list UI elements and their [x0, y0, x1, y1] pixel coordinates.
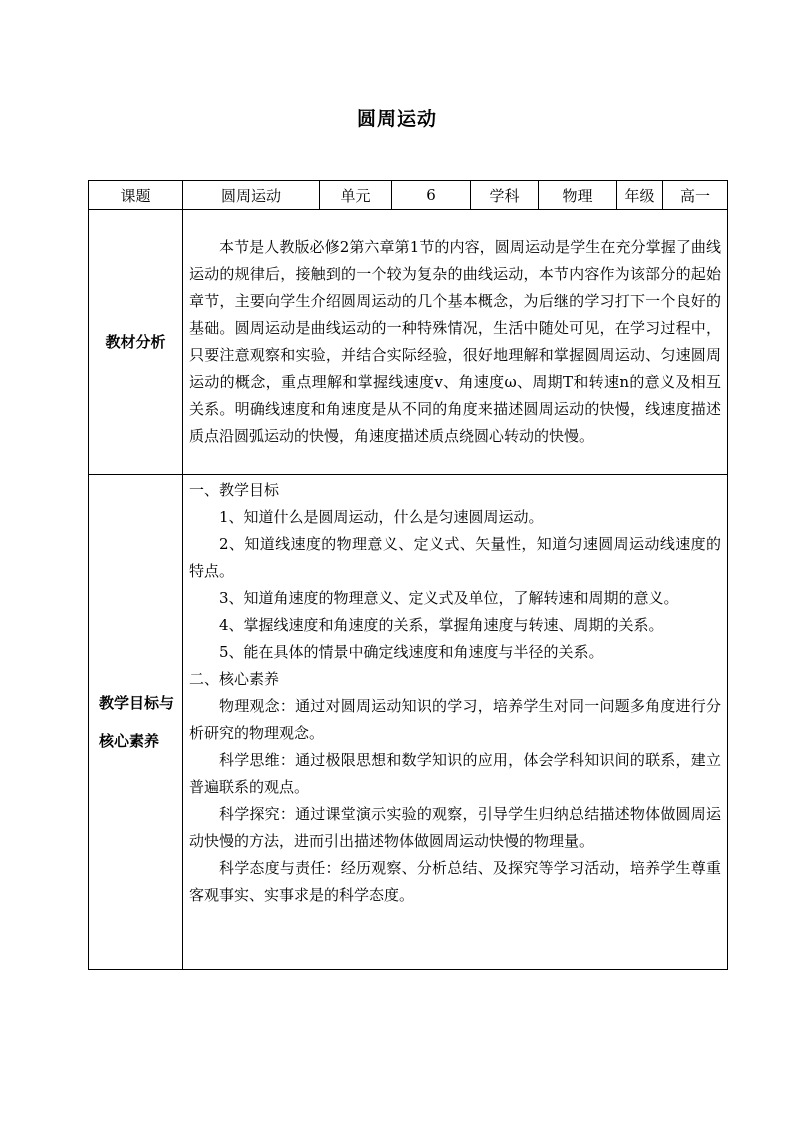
- literacy-item: 物理观念：通过对圆周运动知识的学习，培养学生对同一问题多角度进行分析研究的物理观念。: [189, 697, 721, 742]
- textbook-analysis-cell: [183, 210, 728, 475]
- lesson-plan-table: [88, 180, 728, 970]
- unit-value: 6: [392, 181, 471, 210]
- goal-item: 5、能在具体的情景中确定线速度和角速度与半径的关系。: [219, 643, 604, 661]
- teaching-goals-heading: 一、教学目标: [189, 481, 280, 499]
- unit-label: 单元: [320, 181, 392, 210]
- subject-label: 学科: [471, 181, 539, 210]
- grade-value: 高一: [663, 181, 728, 210]
- grade-label: 年级: [617, 181, 663, 210]
- header-row: [89, 181, 728, 210]
- goal-item: 1、知道什么是圆周运动，什么是匀速圆周运动。: [219, 508, 544, 526]
- textbook-analysis-text: 本节是人教版必修2第六章第1节的内容，圆周运动是学生在充分掌握了曲线运动的规律后，接触到的一个较为复杂的曲线运动，本节内容作为该部分的起始章节，主要向学生介绍圆周运动的几个基本概念，为后继的学习打下一个良好的基础。圆周运动是曲线运动的一种特殊情况，生活中随处可见，在学习过程中，只要注意观察和实验，并结合实际经验，很好地理解和掌握圆周运动、匀速圆周运动的概念，重点理解和掌握线速度v、角速度ω、周期T和转速n的意义及相互关系。明确线速度和角速度是从不同的角度来描述圆周运动的快慢，线速度描述质点沿圆弧运动的快慢，角速度描述质点绕圆心转动的快慢。: [189, 238, 721, 445]
- goal-item: 2、知道线速度的物理意义、定义式、矢量性，知道匀速圆周运动线速度的特点。: [189, 535, 721, 580]
- topic-value: 圆周运动: [183, 181, 320, 210]
- textbook-analysis-label: 教材分析: [89, 210, 183, 475]
- goal-item: 3、知道角速度的物理意义、定义式及单位，了解转速和周期的意义。: [219, 589, 679, 607]
- literacy-item: 科学态度与责任：经历观察、分析总结、及探究等学习活动，培养学生尊重客观事实、实事求是的科学态度。: [189, 859, 721, 904]
- textbook-analysis-row: [89, 210, 728, 475]
- literacy-item: 科学思维：通过极限思想和数学知识的应用，体会学科知识间的联系，建立普遍联系的观点。: [189, 751, 721, 796]
- page-title: 圆周运动: [356, 108, 437, 130]
- subject-value: 物理: [539, 181, 617, 210]
- goal-item: 4、掌握线速度和角速度的关系，掌握角速度与转速、周期的关系。: [219, 616, 664, 634]
- objectives-label: 教学目标与核心素养: [89, 475, 183, 970]
- objectives-cell: [183, 475, 728, 970]
- literacy-heading: 二、核心素养: [189, 670, 280, 688]
- objectives-row: [89, 475, 728, 970]
- topic-label: 课题: [89, 181, 183, 210]
- literacy-item: 科学探究：通过课堂演示实验的观察，引导学生归纳总结描述物体做圆周运动快慢的方法，进而引出描述物体做圆周运动快慢的物理量。: [189, 805, 721, 850]
